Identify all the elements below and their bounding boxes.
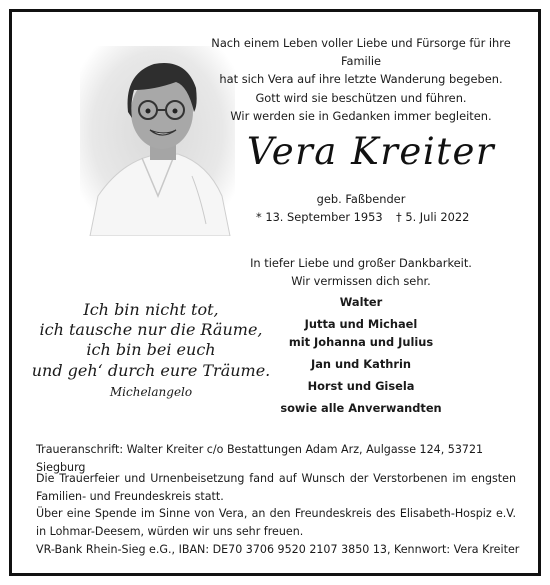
intro-text [200, 34, 522, 125]
mourning-address: Traueranschrift: Walter Kreiter c/o Bestattungen Adam Arz, Aulgasse 124, 53721 Siegburg [36, 443, 484, 474]
mourning-line: Wir vermissen dich sehr. [291, 273, 431, 288]
donation-note: Über eine Spende im Sinne von Vera, an den Freundeskreis des Elisabeth-Hospiz e.V. in Lohmar-Deesem, würden wir uns sehr freuen. [36, 507, 516, 538]
intro-line: Nach einem Leben voller Liebe und Fürsorge für ihre Familie [211, 36, 511, 69]
mourner: Jutta und Michael [304, 317, 418, 332]
mourner: Walter [339, 295, 383, 309]
bank-details: VR-Bank Rhein-Sieg e.G., IBAN: DE70 3706 9520 2107 3850 13, Kennwort: Vera Kreiter [36, 543, 520, 556]
mourner: sowie alle Anverwandten [280, 401, 442, 416]
ceremony-note: Die Trauerfeier und Urnenbeisetzung fand auf Wunsch der Verstorbenen im engsten Familien- und Freundeskreis statt. [36, 472, 516, 503]
poem-line: ich tausche nur die Räume, [39, 320, 263, 340]
poem-line: und geh‘ durch eure Träume. [31, 360, 271, 380]
mourning-line: In tiefer Liebe und großer Dankbarkeit. [250, 256, 472, 270]
birth-name: geb. Faßbender [316, 192, 406, 206]
mourner: Jan und Kathrin [310, 356, 412, 371]
mourner: mit Johanna und Julius [288, 334, 434, 349]
mourning-text [200, 255, 522, 290]
poem-line: Ich bin nicht tot, [83, 300, 219, 319]
birth-date: * 13. September 1953 [256, 210, 383, 224]
death-date: † 5. Juli 2022 [396, 210, 470, 224]
poem-author: Michelangelo [109, 385, 193, 399]
poem [16, 300, 286, 381]
intro-line: Wir werden sie in Gedanken immer begleiten. [230, 108, 492, 123]
deceased-name: Vera Kreiter [246, 130, 496, 173]
intro-line: hat sich Vera auf ihre letzte Wanderung begeben. [219, 72, 503, 87]
mourner: Horst und Gisela [307, 379, 415, 394]
poem-line: ich bin bei euch [86, 340, 216, 360]
intro-line: Gott wird sie beschützen und führen. [255, 90, 467, 105]
